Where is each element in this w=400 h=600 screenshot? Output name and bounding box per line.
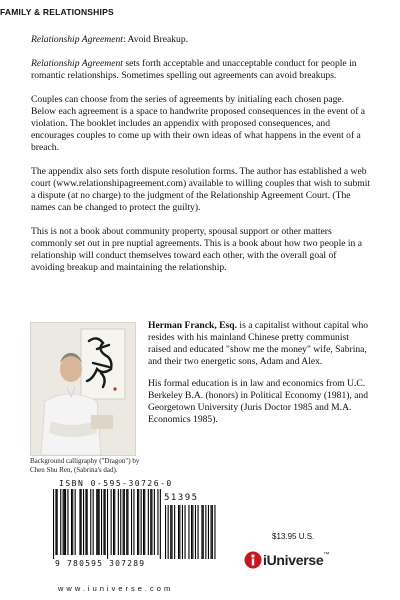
tagline	[31, 34, 371, 46]
category-label: FAMILY & RELATIONSHIPS	[0, 7, 114, 17]
barcode-block	[31, 479, 219, 571]
publisher-logo-icon	[244, 551, 262, 569]
description-paragraph-2: Couples can choose from the series of agreements by initialing each chosen page. Below each agreement is a space to handwrite proposed consequences in the event of a violation. The booklet includes an appendix with proposed consequences, and encourages couples to come up with their own ideas of what happens in the event of a breach.	[31, 94, 366, 153]
description-paragraph-3: The appendix also sets forth dispute resolution forms. The author has established a web court (www.relationshipagreement.com) available to willing couples that wish to submit a dispute (at no charge) to the judgment of the Relationship Agreement Court. (The names can be changed to protect the guilty).	[31, 166, 371, 213]
publisher-name-text: iUniverse	[263, 552, 324, 568]
publisher-logo	[244, 551, 364, 573]
description-title: Relationship Agreement	[31, 58, 123, 69]
author-bio-rest: is a capitalist without capital who resides with his mainland Chinese pretty communist raised and educated "show me the money" wife, Sabrina, and their two energetic sons, Adam and Alex.	[148, 320, 369, 367]
publisher-name	[263, 552, 329, 568]
author-photo	[30, 322, 136, 456]
description-text	[31, 34, 371, 286]
ean-digits: 9 780595 307289	[55, 559, 146, 568]
author-bio-paragraph-2: His formal education is in law and economics from U.C. Berkeley B.A. (honors) in Political Economy (1981), and Georgetown University (Juris Doctor 1985 and M.A. Economics 1985).	[148, 378, 369, 425]
price: $13.95 U.S.	[272, 532, 315, 541]
price-code: 51395	[164, 493, 199, 503]
author-photo-image	[31, 323, 135, 455]
tagline-rest: : Avoid Breakup.	[122, 34, 189, 45]
description-rest: sets forth acceptable and unacceptable conduct for people in romantic relationships. Sometimes spelling out agreements can avoid breakups.	[31, 58, 357, 81]
trademark-symbol: ™	[323, 552, 330, 558]
author-bio-paragraph-1	[148, 320, 370, 368]
publisher-website: www.iuniverse.com	[58, 584, 174, 593]
author-bio	[148, 320, 370, 436]
description-paragraph-4: This is not a book about community property, spousal support or other matters commonly set out in pre nuptial agreements. This is a book about how two people in a relationship will conduct themselves toward each other, with the overall goal of avoiding breakup and maintaining the relationship.	[31, 226, 363, 273]
isbn-label: ISBN 0-595-30726-0	[59, 479, 173, 488]
photo-caption: Background calligraphy ("Dragon") by Chen Shu Ren, (Sabrina's dad).	[30, 457, 140, 474]
tagline-title: Relationship Agreement	[31, 34, 123, 45]
description-paragraph-1	[31, 58, 371, 82]
author-name: Herman Franck, Esq.	[148, 320, 238, 331]
